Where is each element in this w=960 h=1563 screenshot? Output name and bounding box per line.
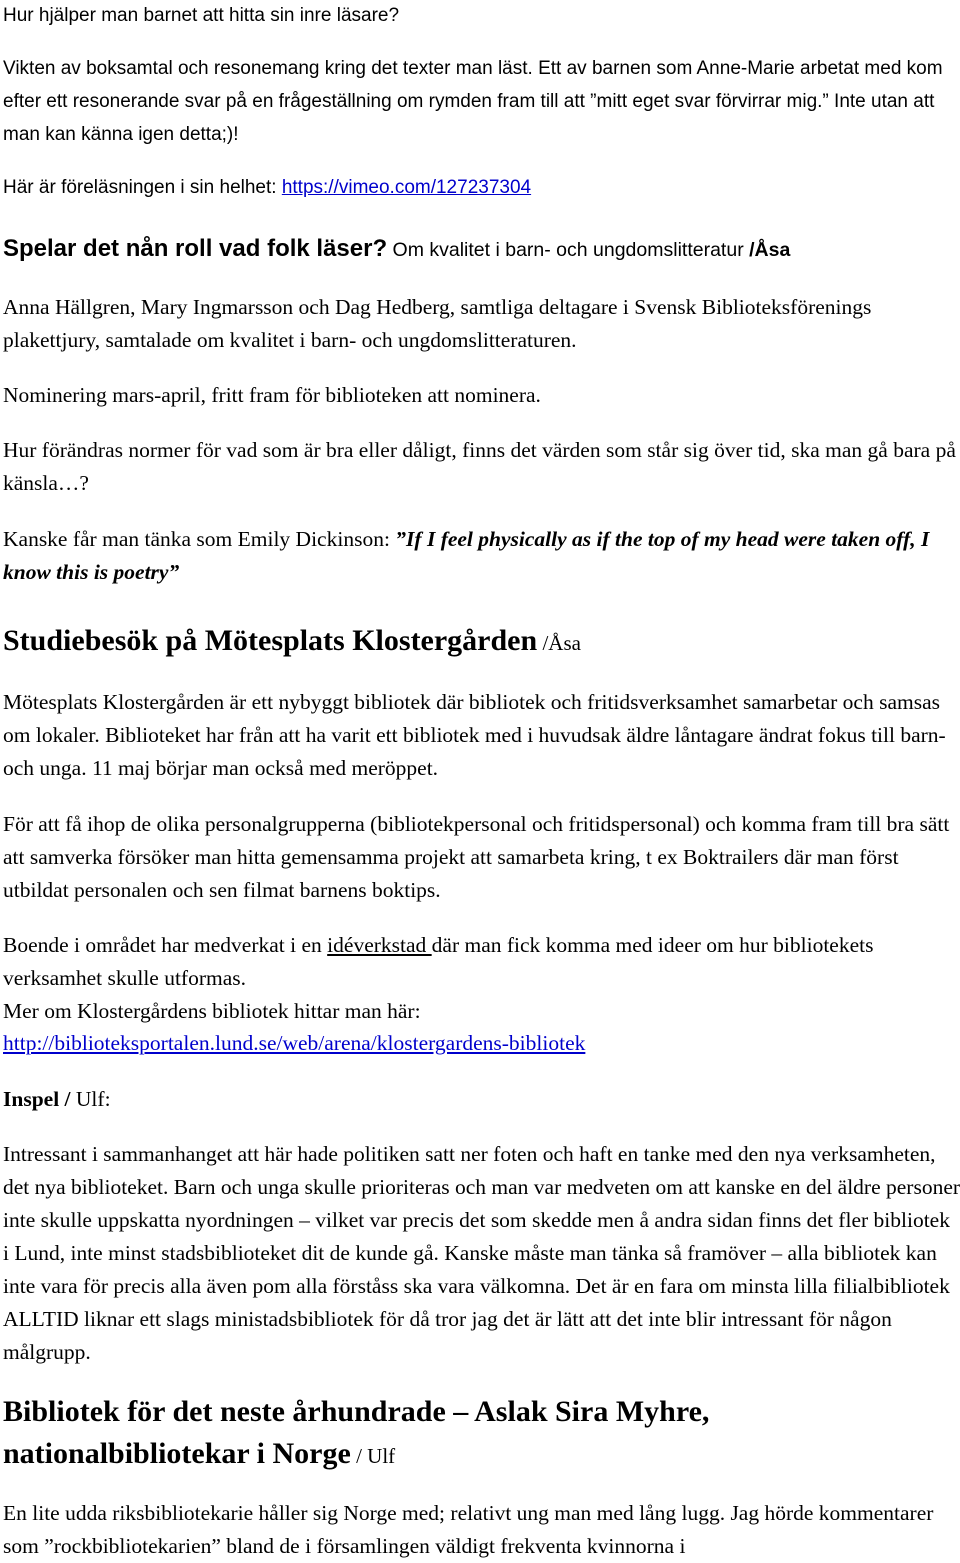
inspel-label: Inspel [3, 1087, 60, 1111]
section-heading-bibliotek [3, 1391, 803, 1475]
dickinson-intro: Kanske får man tänka som Emily Dickinson: [3, 527, 396, 551]
lecture-link-line [3, 172, 958, 204]
ideverkstad-underlined: idéverkstad [327, 933, 432, 957]
section-heading-studiebesok [3, 620, 958, 662]
norms-paragraph: Hur förändras normer för vad som är bra eller dåligt, finns det värden som står sig över tid, ska man gå bara på känsla…? [3, 438, 956, 495]
heading-studiebesok-author: /Åsa [537, 631, 581, 655]
heading-subtitle: Om kvalitet i barn- och ungdomslitteratur [387, 239, 750, 261]
dickinson-paragraph [3, 523, 960, 589]
heading-author: /Åsa [749, 239, 791, 261]
intro-paragraph: Vikten av boksamtal och resonemang kring det texter man läst. Ett av barnen som Anne-Marie arbetat med kom efter ett resonerande svar på en frågeställning om rymden fram till att ”mitt eget svar förvirrar mig.” Inte utan att man kan känna igen detta;)! [3, 58, 943, 145]
biblioteksportalen-link[interactable]: http://biblioteksportalen.lund.se/web/arena/klostergardens-bibliotek [3, 1031, 586, 1055]
heading-spelar: Spelar det nån roll vad folk läser? [3, 235, 388, 262]
klostergarden-paragraph-3 [3, 929, 923, 995]
heading-bibliotek-author: / Ulf [350, 1444, 396, 1468]
inspel-separator: / [59, 1087, 76, 1111]
klostergarden-paragraph-1: Mötesplats Klostergården är ett nybyggt bibliotek där bibliotek och fritidsverksamhet samarbetar och samsas om lokaler. Biblioteket har från att ha varit ett bibliotek med i huvudsak äldre låntagare ändrat fokus till barn- och unga. 11 maj börjar man också med meröppet. [3, 690, 946, 780]
p3-before: Boende i området har medverkat i en [3, 933, 328, 957]
vimeo-link[interactable]: https://vimeo.com/127237304 [281, 177, 532, 198]
klostergarden-link-line [3, 1027, 958, 1060]
dickinson-quote: ”If I feel physically as if the top of my head were taken off, I know this is poetry” [3, 527, 930, 584]
inspel-heading [3, 1083, 958, 1116]
p3-after: där man fick komma med ideer om hur bibliotekets verksamhet skulle utformas. [3, 933, 874, 990]
lecture-link-label: Här är föreläsningen i sin helhet: [3, 177, 282, 198]
heading-bibliotek: Bibliotek för det neste århundrade – Aslak Sira Myhre, nationalbibliotekar i Norge [3, 1395, 710, 1470]
norway-paragraph: En lite udda riksbibliotekarie håller sig Norge med; relativt ung man med lång lugg. Jag hörde kommentarer som ”rockbibliotekarien” bland de i församlingen väldigt frekventa kvinnorna i [3, 1501, 934, 1558]
inspel-author: Ulf: [75, 1087, 111, 1111]
heading-studiebesok: Studiebesök på Mötesplats Klostergården [3, 624, 538, 657]
section-heading-quality [3, 229, 960, 272]
nomination-paragraph: Nominering mars-april, fritt fram för biblioteken att nominera. [3, 383, 541, 407]
section-title: Hur hjälper man barnet att hitta sin inre läsare? [3, 5, 400, 26]
more-info-line: Mer om Klostergårdens bibliotek hittar man här: [3, 999, 421, 1023]
inspel-paragraph: Intressant i sammanhanget att här hade politiken satt ner foten och haft en tanke med den nya verksamheten, det nya biblioteket. Barn och unga skulle prioriteras och man var medveten om att kanske en del äldre personer inte skulle uppskatta nyordningen – vilket var precis det som skedde men å andra sidan finns det fler bibliotek i Lund, inte minst stadsbiblioteket dit de kunde gå. Kanske måste man tänka så framöver – alla bibliotek kan inte vara för precis alla även pom alla förståss ska vara välkomna. Det är en fara om minsta lilla filialbibliotek ALLTID liknar ett slags ministadsbibliotek för då tror jag det är lätt att det inte blir intressant för någon målgrupp. [3, 1142, 960, 1364]
jury-paragraph: Anna Hällgren, Mary Ingmarsson och Dag Hedberg, samtliga deltagare i Svensk Biblioteksförenings plakettjury, samtalade om kvalitet i barn- och ungdomslitteraturen. [3, 295, 872, 352]
klostergarden-paragraph-2: För att få ihop de olika personalgrupperna (bibliotekpersonal och fritidspersonal) och komma fram till bra sätt att samverka försöker man hitta gemensamma projekt att samarbeta kring, t ex Boktrailers där man först utbildat personalen och sen filmat barnens boktips. [3, 812, 950, 902]
